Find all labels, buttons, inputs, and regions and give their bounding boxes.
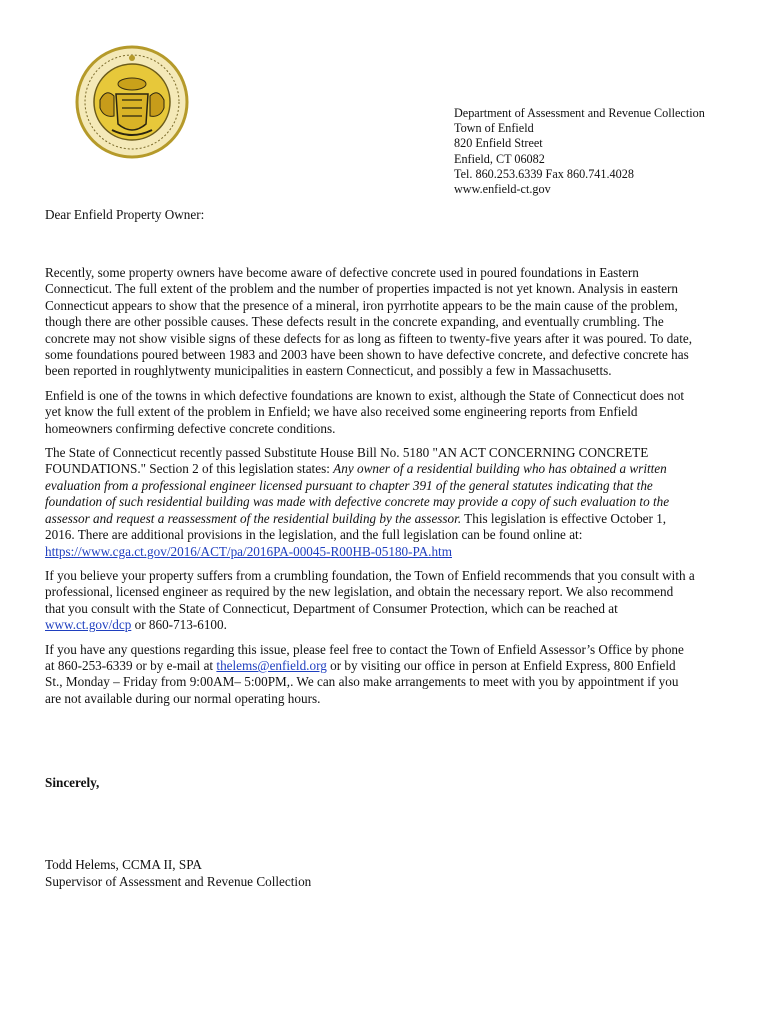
street-address: 820 Enfield Street <box>454 136 543 151</box>
signer-title: Supervisor of Assessment and Revenue Collection <box>45 873 312 889</box>
website: www.enfield-ct.gov <box>454 182 551 197</box>
city-state-zip: Enfield, CT 06082 <box>454 151 545 166</box>
legislation-quote: Any owner of a residential building who has obtained a written evaluation from a professional engineer licensed pursuant to chapter 391 of the general statutes indicating that the foundation of such residential building was made with defective concrete may provide a copy of such evaluation to the assessor and request a reassessment of the residential building by the assessor. <box>45 461 670 526</box>
contact-text: If you have any questions regarding this issue, please feel free to contact the Town of Enfield Assessor’s Office by phone at 860-253-6339 or by e-mail at <box>45 641 684 673</box>
paragraph-contact <box>45 642 695 708</box>
town-name: Town of Enfield <box>454 121 534 136</box>
email-link[interactable]: thelems@enfield.org <box>216 657 327 673</box>
department-name: Department of Assessment and Revenue Collection <box>454 106 705 120</box>
legislation-link[interactable]: https://www.cga.ct.gov/2016/ACT/pa/2016PA-00045-R00HB-05180-PA.htm <box>45 543 452 559</box>
legislation-intro: The State of Connecticut recently passed Substitute House Bill No. 5180 "AN ACT CONCERNING CONCRETE FOUNDATIONS." Section 2 of this legislation states: <box>45 445 649 477</box>
closing: Sincerely, <box>45 775 100 790</box>
paragraph-enfield: Enfield is one of the towns in which defective foundations are known to exist, although the State of Connecticut does not yet know the full extent of the problem in Enfield; we have also received some engineering reports from Enfield homeowners confirming defective concrete conditions. <box>45 387 685 436</box>
town-seal-icon <box>74 44 190 160</box>
paragraph-background: Recently, some property owners have become aware of defective concrete used in poured foundations in Eastern Connecticut. The full extent of the problem and the number of properties impacted is not yet known. Analysis in eastern Connecticut appears to show that the presence of a mineral, iron pyrrhotite appears to be the main cause of the problem, though there are other possible causes. These defects result in the concrete expanding, and eventually crumbling. The concrete may not show visible signs of these defects for as long as fifteen to twenty-five years after it was poured. To date, some foundations poured between 1983 and 2003 have been shown to have defective concrete, and defective concrete has been reported in roughlytwenty municipalities in eastern Connecticut, and possibly a few in Massachusetts. <box>45 265 693 379</box>
contact-after: or by visiting our office in person at Enfield Express, 800 Enfield St., Monday – Friday from 9:00AM– 5:00PM,. We can also make arrangements to meet with you by appointment if you are not available during our normal operating hours. <box>45 657 679 706</box>
signer-name: Todd Helems, CCMA II, SPA <box>45 857 202 872</box>
paragraph-legislation <box>45 445 695 560</box>
dcp-link[interactable]: www.ct.gov/dcp <box>45 617 132 633</box>
letter-body <box>45 265 695 715</box>
recommendation-text: If you believe your property suffers from a crumbling foundation, the Town of Enfield recommends that you consult with a professional, licensed engineer as required by the new legislation, and obtain the necessary report. We also recommend that you consult with the State of Connecticut, Department of Consumer Protection, which can be reached at <box>45 567 695 616</box>
salutation: Dear Enfield Property Owner: <box>45 207 205 222</box>
phone-fax: Tel. 860.253.6339 Fax 860.741.4028 <box>454 166 634 181</box>
legislation-outro: This legislation is effective October 1, 2016. There are additional provisions in the legislation, and the full legislation can be found online at: <box>45 510 667 543</box>
signature-block <box>45 857 311 890</box>
sender-address-block <box>454 106 705 197</box>
paragraph-recommendation <box>45 568 695 634</box>
recommendation-after: or 860-713-6100. <box>131 617 227 633</box>
